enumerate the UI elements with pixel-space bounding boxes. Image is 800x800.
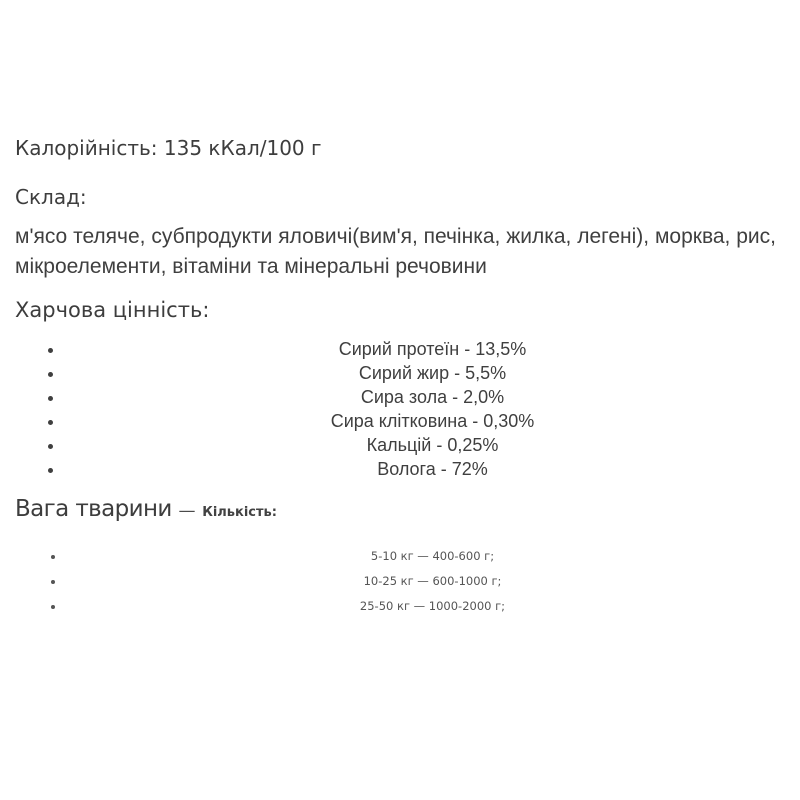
weight-heading-dash: —: [178, 501, 196, 521]
weight-heading: [15, 494, 785, 528]
weight-quantity-list: [15, 544, 800, 619]
calorie-line: Калорійність: 135 кКал/100 г: [15, 136, 322, 160]
composition-heading: Склад:: [15, 185, 87, 209]
weight-heading-main: Вага тварини: [15, 496, 172, 522]
nutrition-list-item: • Сирий жир - 5,5%: [65, 361, 800, 385]
weight-list-item: • 10-25 кг — 600-1000 г;: [65, 569, 800, 594]
nutrition-list-item: • Кальцій - 0,25%: [65, 433, 800, 457]
composition-text: м'ясо теляче, субпродукти яловичі(вим'я, печінка, жилка, легені), морква, рис, мікроелементи, вітаміни та мінеральні речовини: [15, 225, 776, 278]
weight-heading-suffix: Кількість:: [202, 505, 277, 520]
nutrition-list-item: • Сира клітковина - 0,30%: [65, 409, 800, 433]
nutrition-list-item: • Волога - 72%: [65, 457, 800, 481]
weight-list-item: • 5-10 кг — 400-600 г;: [65, 544, 800, 569]
weight-list-item: • 25-50 кг — 1000-2000 г;: [65, 594, 800, 619]
nutrition-list-item: • Сирий протеїн - 13,5%: [65, 337, 800, 361]
nutrition-list: [15, 337, 800, 481]
nutrition-heading: Харчова цінність:: [15, 298, 210, 322]
nutrition-list-item: • Сира зола - 2,0%: [65, 385, 800, 409]
